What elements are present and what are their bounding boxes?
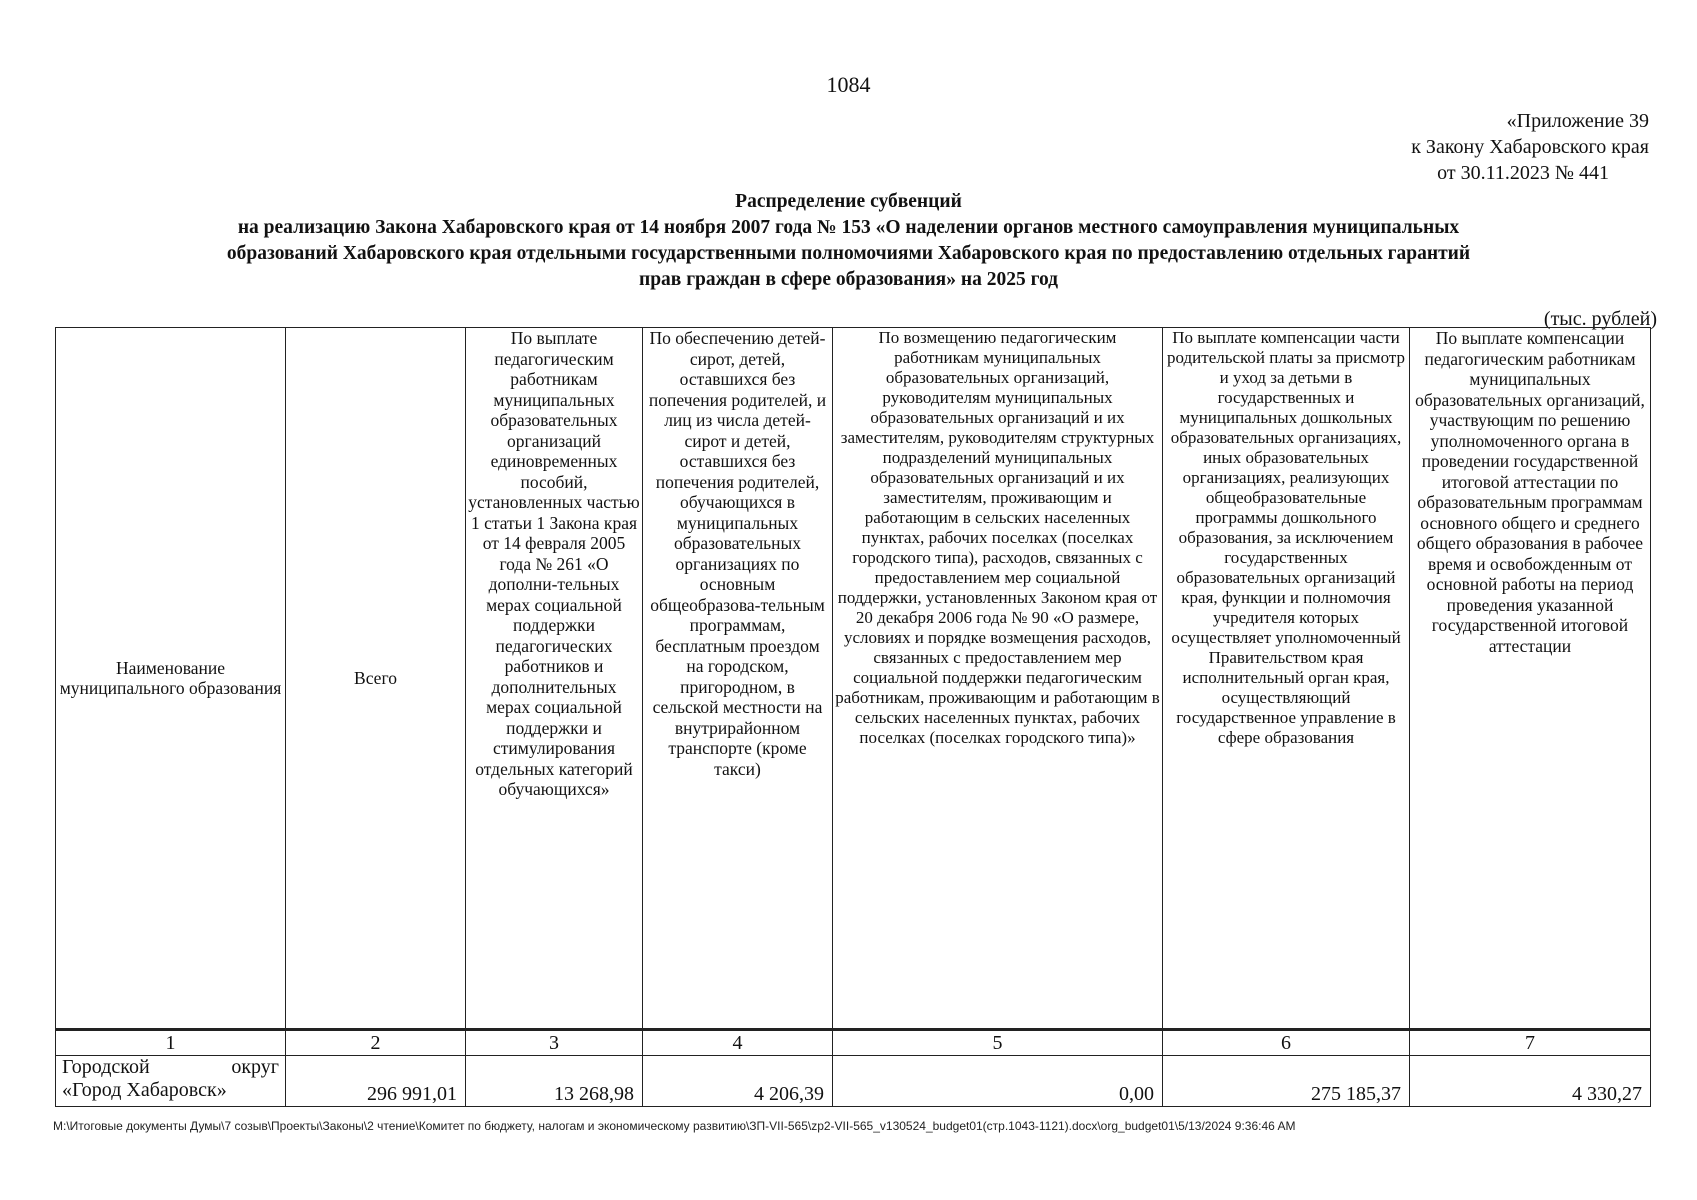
municipality-name-part: Городской xyxy=(62,1056,150,1078)
column-number: 2 xyxy=(286,1030,466,1056)
column-header: По выплате компенсации педагогическим работникам муниципальных образовательных организаций, участвующим по решению уполномоченного органа в проведении государственной итоговой аттестации по образовательным программам основного общего и среднего общего образования в рабочее время и освобожденным от основной работы на период проведения указанной государственной итоговой аттестации xyxy=(1410,328,1651,1030)
column-number-row xyxy=(56,1030,1651,1056)
column-number: 6 xyxy=(1163,1030,1410,1056)
title-line: прав граждан в сфере образования» на 2025 год xyxy=(638,269,1059,290)
title-line: образований Хабаровского края отдельными государственными полномочиями Хабаровского края по предоставлению отдельных гарантий xyxy=(226,243,1471,264)
subsidy-table xyxy=(55,327,1651,1107)
column-number: 5 xyxy=(833,1030,1163,1056)
title-line: Распределение субвенций xyxy=(735,191,962,212)
column-header: Наименование муниципального образования xyxy=(56,328,286,1030)
cell-value: 4 206,39 xyxy=(643,1056,833,1107)
title-line: на реализацию Закона Хабаровского края от 14 ноября 2007 года № 153 «О наделении органов местного самоуправления муниципальных xyxy=(237,217,1460,238)
appendix-reference xyxy=(1289,108,1649,186)
appendix-line: от 30.11.2023 № 441 xyxy=(1437,162,1609,184)
file-path-footer: M:\Итоговые документы Думы\7 созыв\Проекты\Законы\2 чтение\Комитет по бюджету, налогам и экономическому развитию\ЗП-VII-565\zp2-VII-565_v130524_budget01(стр.1043-1121).docx\org_budget01\5/13/2024 9:36:46 AM xyxy=(53,1119,1296,1133)
column-header: По выплате компенсации части родительской платы за присмотр и уход за детьми в государственных и муниципальных дошкольных образовательных организациях, иных образовательных организациях, реализующих общеобразовательные программы дошкольного образования, за исключением государственных образовательных организаций края, функции и полномочия учредителя которых осуществляет уполномоченный Правительством края исполнительный орган края, осуществляющий государственное управление в сфере образования xyxy=(1163,328,1410,1030)
appendix-line: к Закону Хабаровского края xyxy=(1411,136,1649,158)
municipality-name-part: округ xyxy=(231,1056,279,1078)
column-number: 3 xyxy=(466,1030,643,1056)
column-number: 4 xyxy=(643,1030,833,1056)
cell-value: 4 330,27 xyxy=(1410,1056,1651,1107)
column-header: По обеспечению детей-сирот, детей, оставшихся без попечения родителей, и лиц из числа детей-сирот и детей, оставшихся без попечения родителей, обучающихся в муниципальных образовательных организациях по основным общеобразова-тельным программам, бесплатным проездом на городском, пригородном, в сельской местности на внутрирайонном транспорте (кроме такси) xyxy=(643,328,833,1030)
table-row xyxy=(56,1056,1651,1107)
column-header: По возмещению педагогическим работникам муниципальных образовательных организаций, руководителям муниципальных образовательных организаций и их заместителям, руководителям структурных подразделений муниципальных образовательных организаций и их заместителям, проживающим и работающим в сельских населенных пунктах, рабочих поселках (поселках городского типа), расходов, связанных с предоставлением мер социальной поддержки, установленных Законом края от 20 декабря 2006 года № 90 «О размере, условиях и порядке возмещения расходов, связанных с предоставлением мер социальной поддержки педагогическим работникам, проживающим и работающим в сельских населенных пунктах, рабочих поселках (поселках городского типа)» xyxy=(833,328,1163,1030)
units-label: (тыс. рублей) xyxy=(1543,308,1657,330)
column-header: Всего xyxy=(286,328,466,1030)
total-value: 296 991,01 xyxy=(286,1056,466,1107)
cell-value: 275 185,37 xyxy=(1163,1056,1410,1107)
appendix-line: «Приложение 39 xyxy=(1506,110,1649,132)
cell-value: 13 268,98 xyxy=(466,1056,643,1107)
cell-value: 0,00 xyxy=(833,1056,1163,1107)
municipality-name-part: «Город Хабаровск» xyxy=(62,1079,227,1101)
column-number: 7 xyxy=(1410,1030,1651,1056)
document-title xyxy=(60,189,1637,293)
column-number: 1 xyxy=(56,1030,286,1056)
column-header: По выплате педагогическим работникам муниципальных образовательных организаций единовременных пособий, установленных частью 1 статьи 1 Закона края от 14 февраля 2005 года № 261 «О дополни-тельных мерах социальной поддержки педагогических работников и дополнительных мерах социальной поддержки и стимулирования отдельных категорий обучающихся» xyxy=(466,328,643,1030)
municipality-name xyxy=(56,1056,286,1107)
page-number: 1084 xyxy=(826,72,871,97)
header-row xyxy=(56,328,1651,1030)
